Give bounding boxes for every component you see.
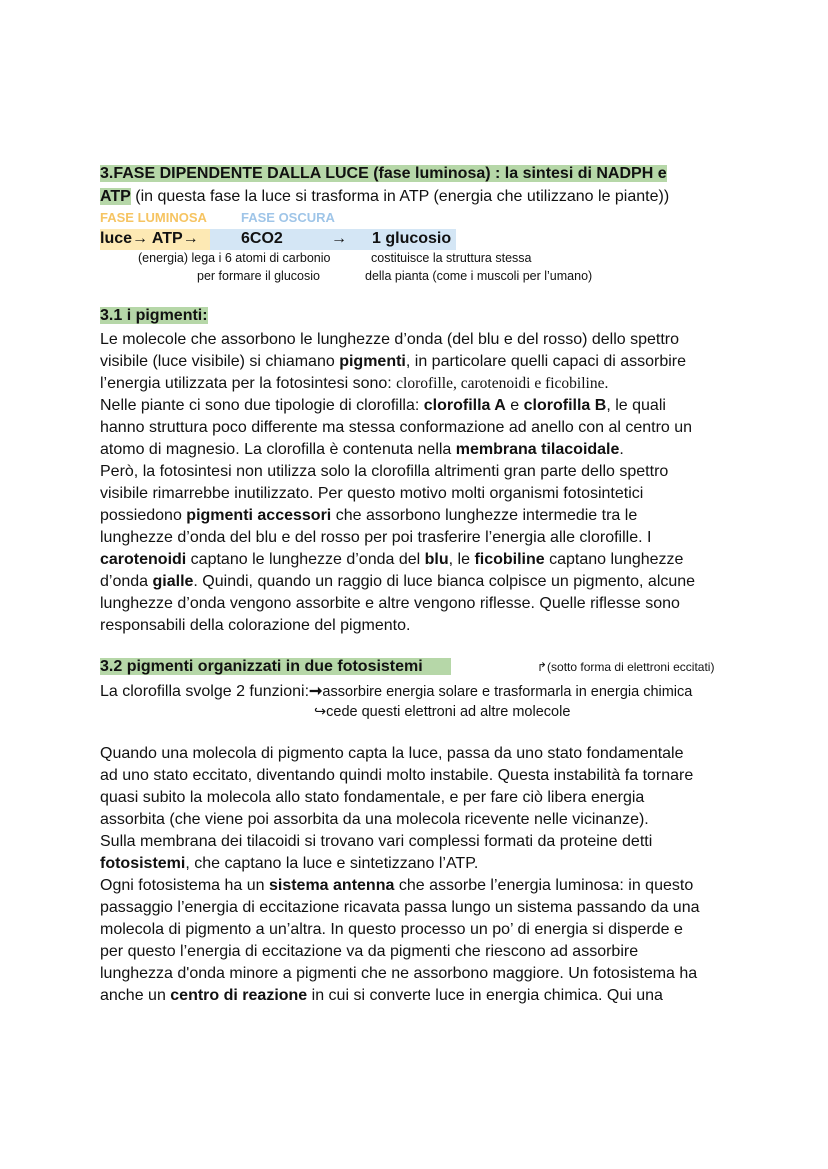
term-carotenoidi: carotenoidi bbox=[100, 551, 187, 568]
text-line: hanno struttura poco differente ma stessa conformazione ad anello con al centro un bbox=[100, 419, 693, 436]
text-line bbox=[100, 439, 740, 461]
text-segment: visibile (luce visibile) si chiamano bbox=[100, 353, 340, 370]
funzioni-intro: La clorofilla svolge 2 funzioni: bbox=[100, 683, 310, 700]
term-pigmenti: pigmenti bbox=[339, 353, 406, 370]
text-segment: , che captano la luce e sintetizzano l’ATP. bbox=[185, 855, 479, 872]
fase-oscura-label: FASE OSCURA bbox=[241, 210, 335, 225]
fase-luminosa-label: FASE LUMINOSA bbox=[100, 210, 207, 225]
text-segment: d’onda bbox=[100, 573, 153, 590]
text-segment: che assorbono lunghezze intermedie tra le bbox=[331, 507, 638, 524]
funzione-1: assorbire energia solare e trasformarla in energia chimica bbox=[322, 684, 693, 700]
note-formare: per formare il glucosio bbox=[197, 269, 320, 283]
text-segment: Nelle piante ci sono due tipologie di clorofilla: bbox=[100, 397, 424, 414]
text-segment: captano le lunghezze d’onda del bbox=[186, 551, 425, 568]
text-line bbox=[100, 985, 740, 1007]
text-segment: , le bbox=[448, 551, 475, 568]
text-line bbox=[100, 505, 740, 527]
equation-luce-atp: luce→ ATP→ bbox=[100, 230, 199, 247]
note-costituisce: costituisce la struttura stessa bbox=[371, 251, 532, 265]
equation-glucosio: 1 glucosio bbox=[372, 230, 452, 247]
term-gialle: gialle bbox=[152, 573, 194, 590]
term-clorofilla-a: clorofilla A bbox=[423, 397, 506, 414]
text-line: ad uno stato eccitato, diventando quindi molto instabile. Questa instabilità fa tornare bbox=[100, 767, 694, 784]
term-sistema-antenna: sistema antenna bbox=[268, 877, 395, 894]
text-segment: atomo di magnesio. La clorofilla è contenuta nella bbox=[100, 441, 456, 458]
text-line: lunghezze d’onda del blu e del rosso per poi trasferire l’energia alle clorofille. I bbox=[100, 529, 652, 546]
text-segment: e bbox=[505, 397, 524, 414]
atp-highlight: ATP bbox=[100, 188, 131, 205]
section-32-title-text: 3.2 pigmenti organizzati in due fotosistemi bbox=[100, 658, 451, 675]
text-line: Le molecole che assorbono le lunghezze d’onda (del blu e del rosso) dello spettro bbox=[100, 331, 680, 348]
text-segment: . Quindi, quando un raggio di luce bianca colpisce un pigmento, alcune bbox=[193, 573, 696, 590]
term-centro-di-reazione: centro di reazione bbox=[170, 987, 308, 1004]
text-segment: che assorbe l’energia luminosa: in questo bbox=[394, 877, 694, 894]
text-segment: . bbox=[619, 441, 624, 458]
section-31-paragraph bbox=[100, 329, 740, 637]
funzioni-line bbox=[100, 681, 692, 701]
text-segment: , le quali bbox=[606, 397, 666, 414]
text-line bbox=[100, 351, 740, 373]
text-line bbox=[100, 571, 740, 593]
text-line: per questo l’energia di eccitazione va da pigmenti che riescono ad assorbire bbox=[100, 943, 639, 960]
text-segment: possiedono bbox=[100, 507, 187, 524]
text-line: lunghezze d’onda vengono assorbite e altre vengono riflesse. Quelle riflesse sono bbox=[100, 595, 680, 612]
equation-co2: 6CO2 bbox=[241, 230, 283, 247]
text-segment: anche un bbox=[100, 987, 171, 1004]
note-energia: (energia) lega i 6 atomi di carbonio bbox=[138, 251, 331, 265]
text-line bbox=[100, 373, 740, 395]
funzione-2: ↪cede questi elettroni ad altre molecole bbox=[314, 704, 571, 720]
arrow-icon: ➞ bbox=[309, 683, 323, 700]
text-line: quasi subito la molecola allo stato fondamentale, e per fare ciò libera energia bbox=[100, 789, 645, 806]
section-3-title bbox=[100, 165, 667, 183]
term-ficobiline: ficobiline bbox=[474, 551, 545, 568]
text-line bbox=[100, 549, 740, 571]
section-3-title-line1: 3.FASE DIPENDENTE DALLA LUCE (fase luminosa) : la sintesi di NADPH e bbox=[100, 165, 667, 182]
text-segment: captano lunghezze bbox=[544, 551, 684, 568]
text-line: visibile rimarrebbe inutilizzato. Per questo motivo molti organismi fotosintetici bbox=[100, 485, 644, 502]
side-note-elettroni: ↱(sotto forma di elettroni eccitati) bbox=[537, 660, 715, 674]
text-line: lunghezza d'onda minore a pigmenti che ne assorbono maggiore. Un fotosistema ha bbox=[100, 965, 698, 982]
section-32-paragraph bbox=[100, 743, 740, 1007]
section-31-title-text: 3.1 i pigmenti: bbox=[100, 307, 208, 324]
text-segment: Ogni fotosistema ha un bbox=[100, 877, 269, 894]
term-pigmenti-accessori: pigmenti accessori bbox=[186, 507, 332, 524]
equation-line bbox=[100, 229, 456, 250]
text-line bbox=[100, 875, 740, 897]
text-segment: , in particolare quelli capaci di assorbire bbox=[405, 353, 687, 370]
text-line: responsabili della colorazione del pigmento. bbox=[100, 617, 411, 634]
text-line bbox=[100, 853, 740, 875]
text-line: passaggio l’energia di eccitazione ricavata passa lungo un sistema passando da una bbox=[100, 899, 700, 916]
text-line bbox=[100, 395, 740, 417]
pigment-list: clorofille, carotenoidi e ficobiline. bbox=[396, 375, 609, 392]
term-membrana-tilacoidale: membrana tilacoidale bbox=[455, 441, 620, 458]
section-3-title-line2 bbox=[100, 188, 669, 206]
section-32-title bbox=[100, 658, 451, 676]
section-31-title bbox=[100, 307, 208, 325]
note-pianta: della pianta (come i muscoli per l’umano) bbox=[365, 269, 593, 283]
text-line: assorbita (che viene poi assorbita da una molecola ricevente nelle vicinanze). bbox=[100, 811, 649, 828]
text-line: Però, la fotosintesi non utilizza solo la clorofilla altrimenti gran parte dello spettro bbox=[100, 463, 669, 480]
term-blu: blu bbox=[424, 551, 449, 568]
text-segment: l’energia utilizzata per la fotosintesi sono: bbox=[100, 375, 397, 392]
text-line: molecola di pigmento a un’altra. In questo processo un po’ di energia si disperde e bbox=[100, 921, 683, 938]
text-line: Sulla membrana dei tilacoidi si trovano vari complessi formati da proteine detti bbox=[100, 833, 653, 850]
text-segment: in cui si converte luce in energia chimica. Qui una bbox=[307, 987, 663, 1004]
term-clorofilla-b: clorofilla B bbox=[523, 397, 607, 414]
term-fotosistemi: fotosistemi bbox=[100, 855, 186, 872]
section-3-subtitle: (in questa fase la luce si trasforma in ATP (energia che utilizzano le piante)) bbox=[130, 188, 670, 205]
text-line: Quando una molecola di pigmento capta la luce, passa da uno stato fondamentale bbox=[100, 745, 684, 762]
equation-arrow: → bbox=[331, 230, 347, 247]
